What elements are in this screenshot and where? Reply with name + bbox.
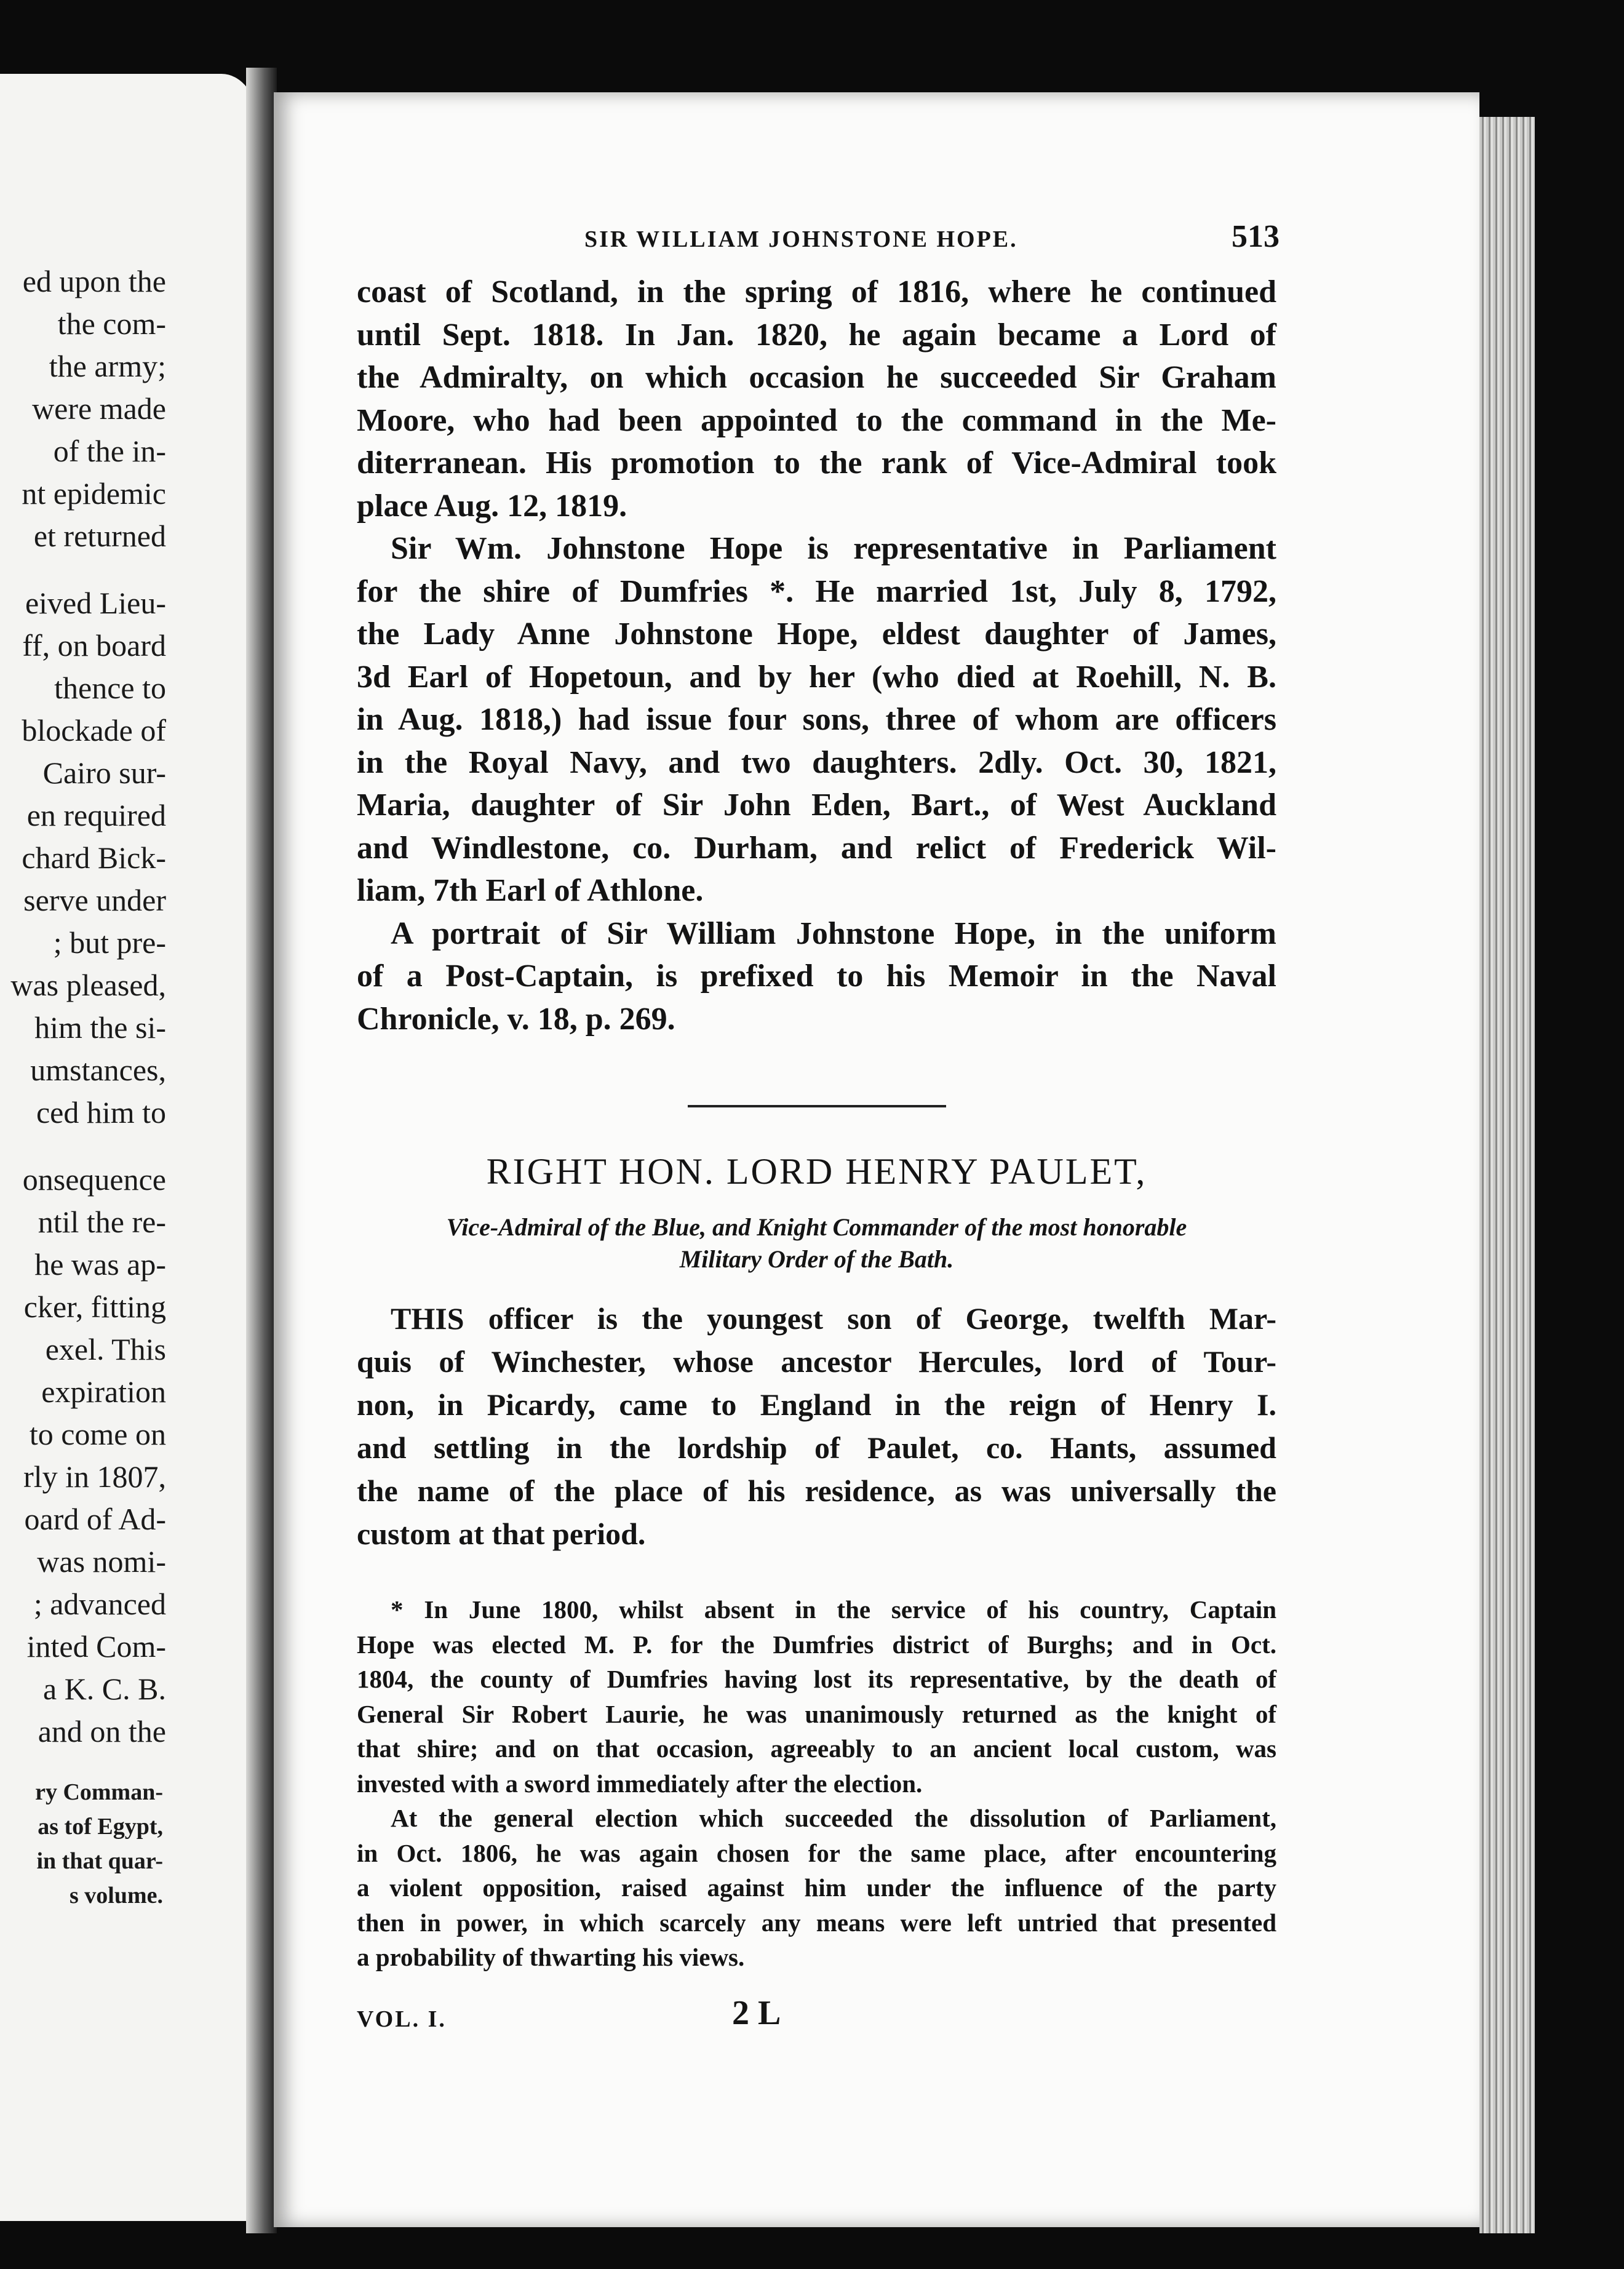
text-line: of a Post-Captain, is prefixed to his Memoir in the Naval — [357, 959, 1276, 994]
left-text-line: the com- — [57, 306, 166, 341]
text-line: custom at that period. — [357, 1517, 646, 1551]
left-footnote-line: as tof Egypt, — [38, 1814, 163, 1840]
text-line: invested with a sword immediately after the election. — [357, 1769, 923, 1798]
left-text-line: blockade of — [22, 713, 166, 748]
left-text-line: umstances, — [30, 1053, 166, 1087]
section-subtitle — [357, 1211, 1276, 1275]
text-line: 1804, the county of Dumfries having lost its representative, by the death of — [357, 1665, 1276, 1693]
left-text-line: were made — [32, 391, 166, 426]
left-text-line: the army; — [49, 349, 166, 383]
text-line: A portrait of Sir William Johnstone Hope, in the uniform — [391, 915, 1276, 951]
text-line: a violent opposition, raised against him under the influence of the party — [357, 1873, 1276, 1902]
left-text-line: chard Bick- — [22, 840, 166, 875]
left-text-line: was pleased, — [10, 968, 166, 1002]
text-line: and settling in the lordship of Paulet, co. Hants, assumed — [357, 1430, 1276, 1465]
left-text-line: ; advanced — [33, 1587, 166, 1621]
text-line: the Lady Anne Johnstone Hope, eldest daughter of James, — [357, 616, 1276, 652]
left-text-line: onsequence — [22, 1162, 166, 1197]
text-line: for the shire of Dumfries *. He married 1st, July 8, 1792, — [357, 573, 1276, 609]
text-line: the name of the place of his residence, as was universally the — [357, 1473, 1276, 1508]
volume-label: VOL. I. — [357, 2006, 447, 2032]
paragraph-4 — [357, 1297, 1276, 1555]
section-title: RIGHT HON. LORD HENRY PAULET, — [486, 1151, 1147, 1192]
footnote-2 — [357, 1801, 1276, 1975]
left-text-line: to come on — [29, 1417, 166, 1451]
text-line: General Sir Robert Laurie, he was unanimously returned as the knight of — [357, 1699, 1276, 1728]
left-text-line: oard of Ad- — [24, 1502, 166, 1536]
text-line: non, in Picardy, came to England in the reign of Henry I. — [357, 1387, 1276, 1422]
text-line: Maria, daughter of Sir John Eden, Bart., of West Auckland — [357, 788, 1276, 823]
left-page — [0, 74, 258, 2221]
section-subtitle-line-1: Vice-Admiral of the Blue, and Knight Commander of the most honorable — [446, 1213, 1187, 1241]
text-line: liam, 7th Earl of Athlone. — [357, 873, 704, 908]
left-text-line: him the si- — [34, 1010, 166, 1045]
section-divider — [688, 1105, 946, 1107]
text-line: in Oct. 1806, he was again chosen for the same place, after encountering — [357, 1838, 1276, 1867]
text-line: quis of Winchester, whose ancestor Hercules, lord of Tour- — [357, 1344, 1276, 1379]
left-footnote-line: s volume. — [70, 1883, 163, 1908]
page-content — [357, 218, 1280, 2049]
paragraph-3 — [357, 912, 1276, 1041]
left-text-line: serve under — [23, 883, 166, 917]
text-line: in Aug. 1818,) had issue four sons, three of whom are officers — [357, 702, 1276, 737]
page-edges — [1479, 117, 1535, 2233]
left-text-line: was nomi- — [37, 1544, 166, 1579]
left-footnote-line: in that quar- — [36, 1848, 163, 1874]
text-line: At the general election which succeeded the dissolution of Parliament, — [391, 1804, 1276, 1832]
left-text-line: ced him to — [36, 1095, 166, 1130]
text-line: a probability of thwarting his views. — [357, 1943, 745, 1971]
left-text-line: thence to — [54, 671, 166, 705]
left-text-line: eived Lieu- — [25, 586, 166, 620]
footnote-1 — [357, 1592, 1276, 1801]
section-subtitle-line-2: Military Order of the Bath. — [679, 1245, 954, 1273]
text-line: Chronicle, v. 18, p. 269. — [357, 1001, 675, 1037]
left-text-line: of the in- — [53, 434, 166, 468]
text-line: then in power, in which scarcely any means were left untried that presented — [357, 1908, 1276, 1937]
book-gutter — [246, 68, 277, 2233]
text-line: Hope was elected M. P. for the Dumfries district of Burghs; and in Oct. — [357, 1630, 1276, 1659]
paragraph-2 — [357, 527, 1276, 912]
left-text-line: en required — [26, 798, 166, 832]
left-text-line: ff, on board — [22, 628, 166, 663]
text-line: coast of Scotland, in the spring of 1816, where he continued — [357, 274, 1276, 309]
signature-mark: 2 L — [732, 1993, 781, 2032]
left-text-line: a K. C. B. — [43, 1672, 166, 1706]
left-footnote-line: ry Comman- — [35, 1779, 163, 1805]
left-text-line: rly in 1807, — [23, 1459, 166, 1494]
text-line: and Windlestone, co. Durham, and relict of Frederick Wil- — [357, 830, 1276, 866]
text-line: place Aug. 12, 1819. — [357, 488, 627, 524]
left-text-line: and on the — [38, 1714, 166, 1749]
text-line: * In June 1800, whilst absent in the service of his country, Captain — [391, 1595, 1276, 1624]
page-number: 513 — [1232, 219, 1280, 254]
left-text-line: ed upon the — [22, 264, 166, 298]
text-line: THIS officer is the youngest son of George, twelfth Mar- — [391, 1301, 1276, 1336]
left-text-line: exel. This — [45, 1332, 166, 1366]
paragraph-1 — [357, 271, 1276, 527]
left-text-line: cker, fitting — [23, 1290, 166, 1324]
left-text-line: expiration — [41, 1374, 166, 1409]
left-text-line: ntil the re- — [38, 1205, 166, 1239]
text-line: in the Royal Navy, and two daughters. 2dly. Oct. 30, 1821, — [357, 744, 1276, 780]
left-text-line: he was ap- — [34, 1247, 166, 1282]
left-text-line: et returned — [33, 519, 166, 553]
text-line: until Sept. 1818. In Jan. 1820, he again became a Lord of — [357, 317, 1276, 353]
text-line: Sir Wm. Johnstone Hope is representative in Parliament — [391, 531, 1276, 566]
signature-line — [357, 1993, 1276, 2049]
running-head-title: SIR WILLIAM JOHNSTONE HOPE. — [584, 226, 1018, 252]
left-text-line: ; but pre- — [53, 925, 166, 960]
text-line: Moore, who had been appointed to the command in the Me- — [357, 402, 1276, 438]
text-line: 3d Earl of Hopetoun, and by her (who died at Roehill, N. B. — [357, 659, 1276, 695]
left-text-line: nt epidemic — [22, 476, 166, 511]
running-head — [357, 218, 1280, 271]
left-text-line: Cairo sur- — [42, 756, 166, 790]
text-line: diterranean. His promotion to the rank of Vice-Admiral took — [357, 445, 1276, 481]
text-line: the Admiralty, on which occasion he succeeded Sir Graham — [357, 360, 1276, 395]
left-text-line: inted Com- — [26, 1629, 166, 1664]
text-line: that shire; and on that occasion, agreeably to an ancient local custom, was — [357, 1734, 1276, 1763]
